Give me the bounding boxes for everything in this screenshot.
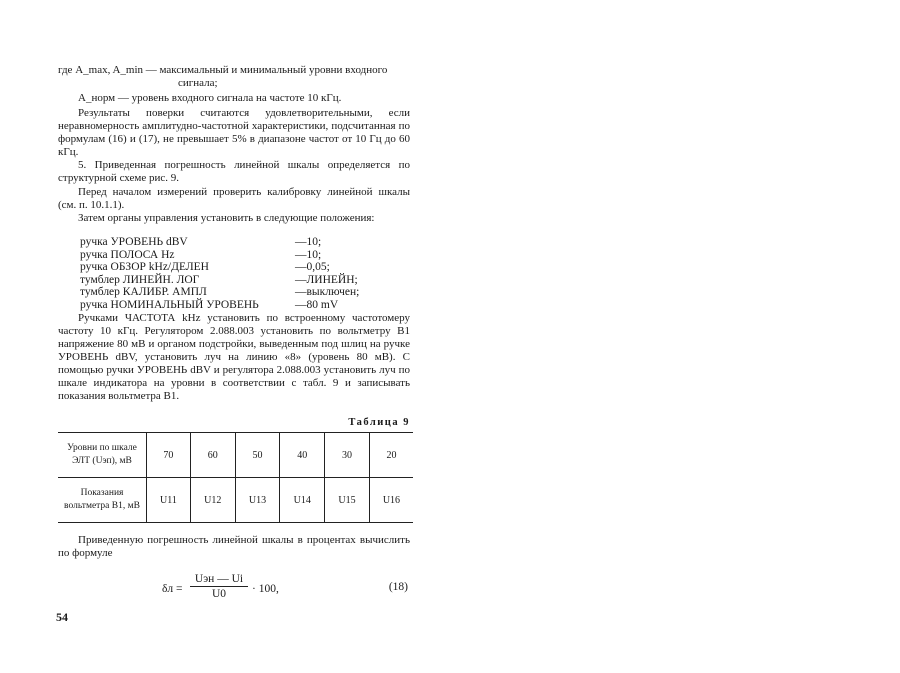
row-header-line: ЭЛТ (Uэп), мВ — [72, 456, 132, 466]
error-paragraph: Приведенную погрешность линейной шкалы в процентах вычислить по формуле — [58, 534, 410, 559]
row-header — [58, 433, 147, 478]
row-header-line: вольтметра B1, мВ — [64, 501, 140, 511]
setting-row — [80, 261, 410, 274]
table-cell: 70 — [147, 433, 191, 478]
setting-row — [80, 274, 410, 287]
table-cell: 60 — [190, 433, 235, 478]
anorm-definition: A_норм — уровень входного сигнала на частоте 10 кГц. — [78, 92, 342, 104]
table-cell: 40 — [280, 433, 325, 478]
setting-label: ручка НОМИНАЛЬНЫЙ УРОВЕНЬ — [80, 298, 259, 311]
procedure-paragraph: Ручками ЧАСТОТА kHz установить по встроенному частотомеру частоту 10 кГц. Регулятором 2.088.003 установить по вольтметру B1 напряжение 80 мВ и органом подстройки, выведенным под шлиц на ручке УРОВЕНЬ dBV, установить луч на линию «8» (уровень 80 мВ). С помощью ручки УРОВЕНЬ dBV и регулятора 2.088.003 установить луч по шкале индикатора на уровни в соответствии с табл. 9 и записывать показания вольтметра B1. — [58, 312, 410, 402]
table-cell: U12 — [190, 478, 235, 523]
setting-value: —ЛИНЕЙН; — [295, 273, 358, 286]
formula-numerator: Uэн — Ui — [190, 573, 248, 587]
table-cell: 30 — [325, 433, 370, 478]
formula-denominator: U0 — [211, 588, 227, 600]
setting-value: —10; — [295, 248, 322, 261]
row-header-line: Показания — [80, 488, 124, 498]
table-cell: 20 — [369, 433, 413, 478]
table-cell: U11 — [147, 478, 191, 523]
table-cell: U16 — [369, 478, 413, 523]
setting-value: —80 mV — [295, 298, 339, 311]
table-row — [58, 478, 413, 523]
setting-label: ручка ПОЛОСА Hz — [80, 248, 175, 261]
formula-18 — [58, 573, 410, 609]
amax-definition — [58, 64, 410, 90]
equation-number: (18) — [388, 581, 408, 593]
page-number: 54 — [56, 610, 68, 624]
calibration-paragraph: Перед началом измерений проверить калибровку линейной шкалы (см. п. 10.1.1). — [58, 186, 410, 211]
setting-label: ручка ОБЗОР kHz/ДЕЛЕН — [80, 261, 209, 274]
table-cell: U13 — [235, 478, 280, 523]
setting-label: ручка УРОВЕНЬ dBV — [80, 236, 188, 248]
table-title: Таблица 9 — [348, 417, 410, 428]
amax-line: где A_max, A_min — максимальный и минимальный уровни входного — [58, 64, 388, 76]
setting-label: тумблер КАЛИБР. АМПЛ — [80, 286, 207, 299]
setting-row — [80, 249, 410, 262]
setting-value: —0,05; — [295, 261, 330, 274]
results-paragraph: Результаты поверки считаются удовлетворительными, если неравномерность амплитудно-частотной характеристики, подсчитанная по формулам (16) и (17), не превышает 5% в диапазоне частот от 10 Гц до 60 кГц. — [58, 107, 410, 158]
row-header-line: Уровни по шкале — [67, 443, 137, 453]
formula-rhs: · 100, — [252, 583, 279, 595]
row-header — [58, 478, 147, 523]
setting-row — [80, 236, 410, 249]
settings-list — [80, 236, 410, 312]
table-cell: U15 — [325, 478, 370, 523]
table-9 — [58, 432, 413, 523]
setting-row — [80, 286, 410, 299]
formula-fraction — [190, 573, 248, 600]
table-cell: 50 — [235, 433, 280, 478]
item5-paragraph: 5. Приведенная погрешность линейной шкалы определяется по структурной схеме рис. 9. — [58, 159, 410, 184]
formula-lhs: δл = — [162, 583, 183, 595]
amax-line-cont: сигнала; — [178, 77, 218, 89]
setting-value: —выключен; — [295, 286, 360, 299]
table-row — [58, 433, 413, 478]
setting-label: тумблер ЛИНЕЙН. ЛОГ — [80, 273, 200, 286]
controls-paragraph: Затем органы управления установить в следующие положения: — [78, 212, 375, 224]
table-cell: U14 — [280, 478, 325, 523]
setting-row — [80, 299, 410, 312]
setting-value: —10; — [295, 236, 322, 248]
